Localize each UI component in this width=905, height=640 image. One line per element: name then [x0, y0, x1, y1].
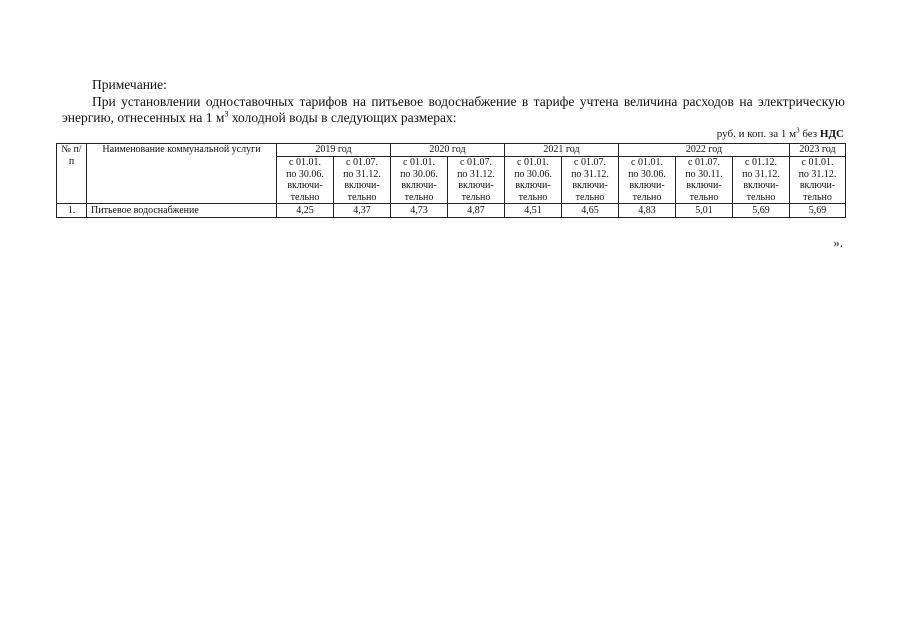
period-start: с 01.07. [688, 157, 720, 168]
tariff-value: 5,69 [790, 204, 846, 218]
period-start: с 01.07. [460, 157, 492, 168]
year-header-2019: 2019 год [277, 144, 391, 157]
period-header [448, 157, 505, 204]
period-header [334, 157, 391, 204]
period-start: с 01.07. [574, 157, 606, 168]
tariff-value: 4,87 [448, 204, 505, 218]
period-header [790, 157, 846, 204]
period-end: по 31.12. [798, 168, 837, 180]
period-inclusive: включи- [572, 180, 608, 191]
period-header [277, 157, 334, 204]
tariff-value: 4,25 [277, 204, 334, 218]
tariff-value: 5,01 [676, 204, 733, 218]
period-end: по 31.12. [571, 168, 609, 180]
table-row [57, 204, 846, 218]
period-header [562, 157, 619, 204]
service-column-header: Наименование коммунальной услуги [87, 144, 277, 204]
period-end: по 30.11. [685, 168, 723, 180]
year-header-2022: 2022 год [619, 144, 790, 157]
period-inclusive-end: тельно [290, 191, 320, 203]
period-start: с 01.01. [289, 157, 321, 168]
period-start: с 01.01. [517, 157, 549, 168]
period-header [676, 157, 733, 204]
period-inclusive: включи- [458, 180, 494, 191]
period-end: по 31.12. [457, 168, 495, 180]
period-inclusive-end: тельно [461, 191, 491, 203]
period-inclusive-end: тельно [689, 191, 719, 203]
period-header [391, 157, 448, 204]
units-middle: без [799, 128, 820, 140]
note-title: Примечание: [92, 77, 167, 92]
period-end: по 30.06. [400, 168, 438, 180]
units-vat: НДС [819, 128, 844, 140]
period-inclusive-end: тельно [632, 191, 662, 203]
units-superscript: 3 [796, 126, 800, 135]
period-inclusive: включи- [629, 180, 665, 191]
period-header [505, 157, 562, 204]
note-paragraph-tail: холодной воды в следующих размерах: [228, 110, 457, 125]
row-number: 1. [57, 204, 87, 218]
row-service-name: Питьевое водоснабжение [87, 204, 277, 218]
year-header-row [57, 144, 846, 157]
period-start: с 01.01. [801, 157, 834, 168]
tariff-value: 5,69 [733, 204, 790, 218]
period-end: по 30.06. [514, 168, 552, 180]
units-prefix: руб. и коп. за 1 м [716, 128, 797, 140]
period-start: с 01.07. [346, 157, 378, 168]
note-paragraph-text: При установлении одноставочных тарифов на питьевое водоснабжение в тарифе учтена величина расходов на электрическую энергию, отнесенных на 1 м [62, 94, 845, 125]
period-start: с 01.12. [745, 157, 777, 168]
tariff-value: 4,65 [562, 204, 619, 218]
period-inclusive: включи- [799, 180, 836, 191]
period-end: по 31.12. [742, 168, 780, 180]
tariff-table [56, 143, 846, 218]
period-end: по 31.12. [343, 168, 381, 180]
tariff-value: 4,73 [391, 204, 448, 218]
number-column-header: № п/п [57, 144, 87, 204]
tariff-value: 4,51 [505, 204, 562, 218]
period-inclusive: включи- [401, 180, 437, 191]
period-header [733, 157, 790, 204]
period-inclusive-end: тельно [518, 191, 548, 203]
note-paragraph [62, 94, 845, 126]
period-inclusive: включи- [515, 180, 551, 191]
year-header-2020: 2020 год [391, 144, 505, 157]
units-caption [717, 128, 844, 141]
period-header [619, 157, 676, 204]
period-start: с 01.01. [631, 157, 663, 168]
period-inclusive-end: тельно [803, 191, 832, 203]
period-inclusive-end: тельно [575, 191, 605, 203]
period-end: по 30.06. [286, 168, 324, 180]
period-end: по 30.06. [628, 168, 666, 180]
period-inclusive-end: тельно [347, 191, 377, 203]
tariff-value: 4,83 [619, 204, 676, 218]
period-inclusive: включи- [344, 180, 380, 191]
cubic-superscript: 3 [224, 109, 229, 119]
period-inclusive-end: тельно [746, 191, 776, 203]
tariff-value: 4,37 [334, 204, 391, 218]
period-inclusive: включи- [287, 180, 323, 191]
period-inclusive-end: тельно [404, 191, 434, 203]
period-inclusive: включи- [686, 180, 722, 191]
year-header-2021: 2021 год [505, 144, 619, 157]
year-header-2023: 2023 год [790, 144, 846, 157]
period-start: с 01.01. [403, 157, 435, 168]
period-inclusive: включи- [743, 180, 779, 191]
closing-quote: ». [833, 235, 843, 250]
